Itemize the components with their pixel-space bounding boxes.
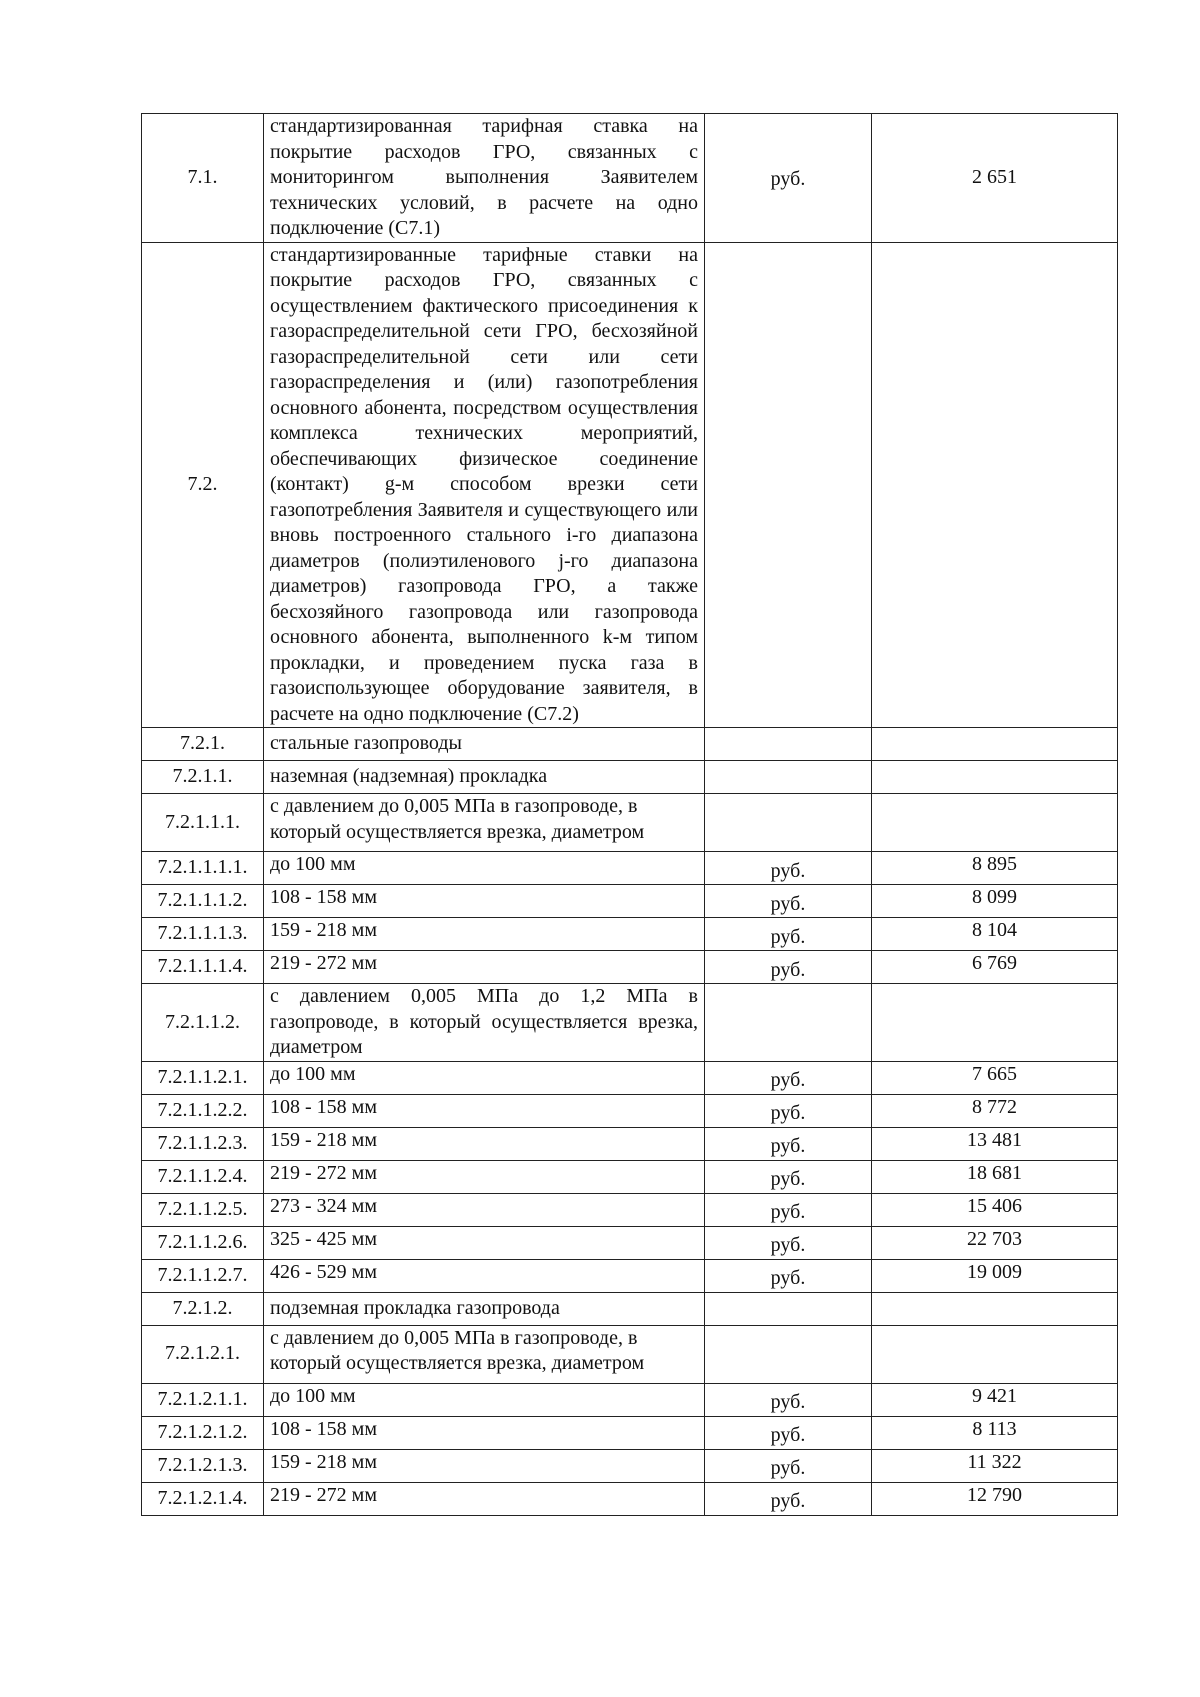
row-description: 273 - 324 мм: [264, 1193, 705, 1226]
row-number: 7.2.1.1.2.5.: [142, 1193, 264, 1226]
row-description: до 100 мм: [264, 852, 705, 885]
row-unit: руб.: [705, 1127, 872, 1160]
table-row: [142, 1127, 1118, 1160]
table-row: [142, 761, 1118, 794]
table-row: [142, 1292, 1118, 1325]
row-description: 159 - 218 мм: [264, 1127, 705, 1160]
table-row: [142, 1383, 1118, 1416]
row-number: 7.2.1.2.1.: [142, 1325, 264, 1383]
row-value: 22 703: [872, 1226, 1118, 1259]
table-row: [142, 728, 1118, 761]
row-number: 7.2.1.1.2.3.: [142, 1127, 264, 1160]
row-unit: [705, 242, 872, 728]
row-unit: руб.: [705, 1061, 872, 1094]
row-description: 159 - 218 мм: [264, 1449, 705, 1482]
row-unit: руб.: [705, 1226, 872, 1259]
row-unit: руб.: [705, 918, 872, 951]
row-number: 7.2.1.1.2.2.: [142, 1094, 264, 1127]
row-number: 7.2.1.1.1.4.: [142, 951, 264, 984]
row-description: с давлением 0,005 МПа до 1,2 МПа в газопроводе, в который осуществляется врезка, диаметром: [264, 984, 705, 1062]
row-description: 219 - 272 мм: [264, 951, 705, 984]
row-unit: руб.: [705, 1383, 872, 1416]
table-row: [142, 1325, 1118, 1383]
row-unit: [705, 1325, 872, 1383]
table-row: [142, 1259, 1118, 1292]
row-number: 7.2.: [142, 242, 264, 728]
row-unit: руб.: [705, 1160, 872, 1193]
row-value: [872, 1292, 1118, 1325]
row-value: 2 651: [872, 114, 1118, 243]
row-unit: [705, 728, 872, 761]
row-number: 7.1.: [142, 114, 264, 243]
row-description: наземная (надземная) прокладка: [264, 761, 705, 794]
document-page: [141, 113, 1117, 1516]
row-value: 9 421: [872, 1383, 1118, 1416]
row-unit: [705, 984, 872, 1062]
row-number: 7.2.1.1.2.1.: [142, 1061, 264, 1094]
table-row: [142, 242, 1118, 728]
table-row: [142, 1160, 1118, 1193]
row-description: 159 - 218 мм: [264, 918, 705, 951]
row-unit: руб.: [705, 1482, 872, 1515]
row-unit: руб.: [705, 885, 872, 918]
table-row: [142, 984, 1118, 1062]
row-description: 108 - 158 мм: [264, 885, 705, 918]
row-description: подземная прокладка газопровода: [264, 1292, 705, 1325]
row-unit: [705, 761, 872, 794]
row-value: [872, 242, 1118, 728]
row-number: 7.2.1.2.: [142, 1292, 264, 1325]
row-description: до 100 мм: [264, 1061, 705, 1094]
row-value: 15 406: [872, 1193, 1118, 1226]
row-number: 7.2.1.1.1.: [142, 794, 264, 852]
row-value: 12 790: [872, 1482, 1118, 1515]
row-description: 108 - 158 мм: [264, 1416, 705, 1449]
row-value: 6 769: [872, 951, 1118, 984]
row-value: 13 481: [872, 1127, 1118, 1160]
table-row: [142, 114, 1118, 243]
row-unit: руб.: [705, 1193, 872, 1226]
table-row: [142, 1193, 1118, 1226]
row-unit: руб.: [705, 1094, 872, 1127]
row-value: [872, 1325, 1118, 1383]
row-description: 219 - 272 мм: [264, 1160, 705, 1193]
row-unit: руб.: [705, 1449, 872, 1482]
row-description: 426 - 529 мм: [264, 1259, 705, 1292]
row-number: 7.2.1.2.1.1.: [142, 1383, 264, 1416]
table-row: [142, 794, 1118, 852]
row-unit: руб.: [705, 1259, 872, 1292]
table-row: [142, 951, 1118, 984]
row-number: 7.2.1.2.1.4.: [142, 1482, 264, 1515]
row-value: [872, 984, 1118, 1062]
row-value: 18 681: [872, 1160, 1118, 1193]
tariff-table: [141, 113, 1118, 1516]
row-number: 7.2.1.1.1.3.: [142, 918, 264, 951]
row-number: 7.2.1.1.2.7.: [142, 1259, 264, 1292]
table-row: [142, 918, 1118, 951]
row-description: 108 - 158 мм: [264, 1094, 705, 1127]
row-number: 7.2.1.1.2.: [142, 984, 264, 1062]
table-row: [142, 1482, 1118, 1515]
row-value: 19 009: [872, 1259, 1118, 1292]
row-unit: руб.: [705, 114, 872, 243]
row-value: [872, 794, 1118, 852]
row-value: 8 099: [872, 885, 1118, 918]
row-number: 7.2.1.2.1.2.: [142, 1416, 264, 1449]
row-description: с давлением до 0,005 МПа в газопроводе, в который осуществляется врезка, диаметром: [264, 794, 705, 852]
row-number: 7.2.1.2.1.3.: [142, 1449, 264, 1482]
row-value: 7 665: [872, 1061, 1118, 1094]
table-row: [142, 1449, 1118, 1482]
row-unit: руб.: [705, 951, 872, 984]
row-value: [872, 728, 1118, 761]
row-value: 8 895: [872, 852, 1118, 885]
row-description: стальные газопроводы: [264, 728, 705, 761]
row-value: 8 113: [872, 1416, 1118, 1449]
row-description: стандартизированная тарифная ставка на покрытие расходов ГРО, связанных с мониторингом выполнения Заявителем технических условий, в расчете на одно подключение (С7.1): [264, 114, 705, 243]
row-number: 7.2.1.1.1.2.: [142, 885, 264, 918]
row-number: 7.2.1.1.: [142, 761, 264, 794]
row-description: до 100 мм: [264, 1383, 705, 1416]
table-row: [142, 1416, 1118, 1449]
row-description: стандартизированные тарифные ставки на покрытие расходов ГРО, связанных с осуществлением фактического присоединения к газораспределительной сети ГРО, бесхозяйной газораспределительной сети или сети газораспределения и (или) газопотребления основного абонента, посредством осуществления комплекса технических мероприятий, обеспечивающих физическое соединение (контакт) g-м способом врезки сети газопотребления Заявителя и существующего или вновь построенного стального i-го диапазона диаметров (полиэтиленового j-го диапазона диаметров) газопровода ГРО, а также бесхозяйного газопровода или газопровода основного абонента, выполненного k-м типом прокладки, и проведением пуска газа в газоиспользующее оборудование заявителя, в расчете на одно подключение (С7.2): [264, 242, 705, 728]
row-unit: [705, 794, 872, 852]
row-number: 7.2.1.1.2.4.: [142, 1160, 264, 1193]
row-unit: руб.: [705, 1416, 872, 1449]
row-value: [872, 761, 1118, 794]
table-row: [142, 852, 1118, 885]
table-row: [142, 1061, 1118, 1094]
table-row: [142, 1094, 1118, 1127]
table-row: [142, 1226, 1118, 1259]
row-unit: руб.: [705, 852, 872, 885]
row-value: 11 322: [872, 1449, 1118, 1482]
row-value: 8 104: [872, 918, 1118, 951]
row-unit: [705, 1292, 872, 1325]
row-description: с давлением до 0,005 МПа в газопроводе, в который осуществляется врезка, диаметром: [264, 1325, 705, 1383]
row-value: 8 772: [872, 1094, 1118, 1127]
row-number: 7.2.1.: [142, 728, 264, 761]
row-number: 7.2.1.1.2.6.: [142, 1226, 264, 1259]
table-row: [142, 885, 1118, 918]
row-description: 219 - 272 мм: [264, 1482, 705, 1515]
row-number: 7.2.1.1.1.1.: [142, 852, 264, 885]
row-description: 325 - 425 мм: [264, 1226, 705, 1259]
